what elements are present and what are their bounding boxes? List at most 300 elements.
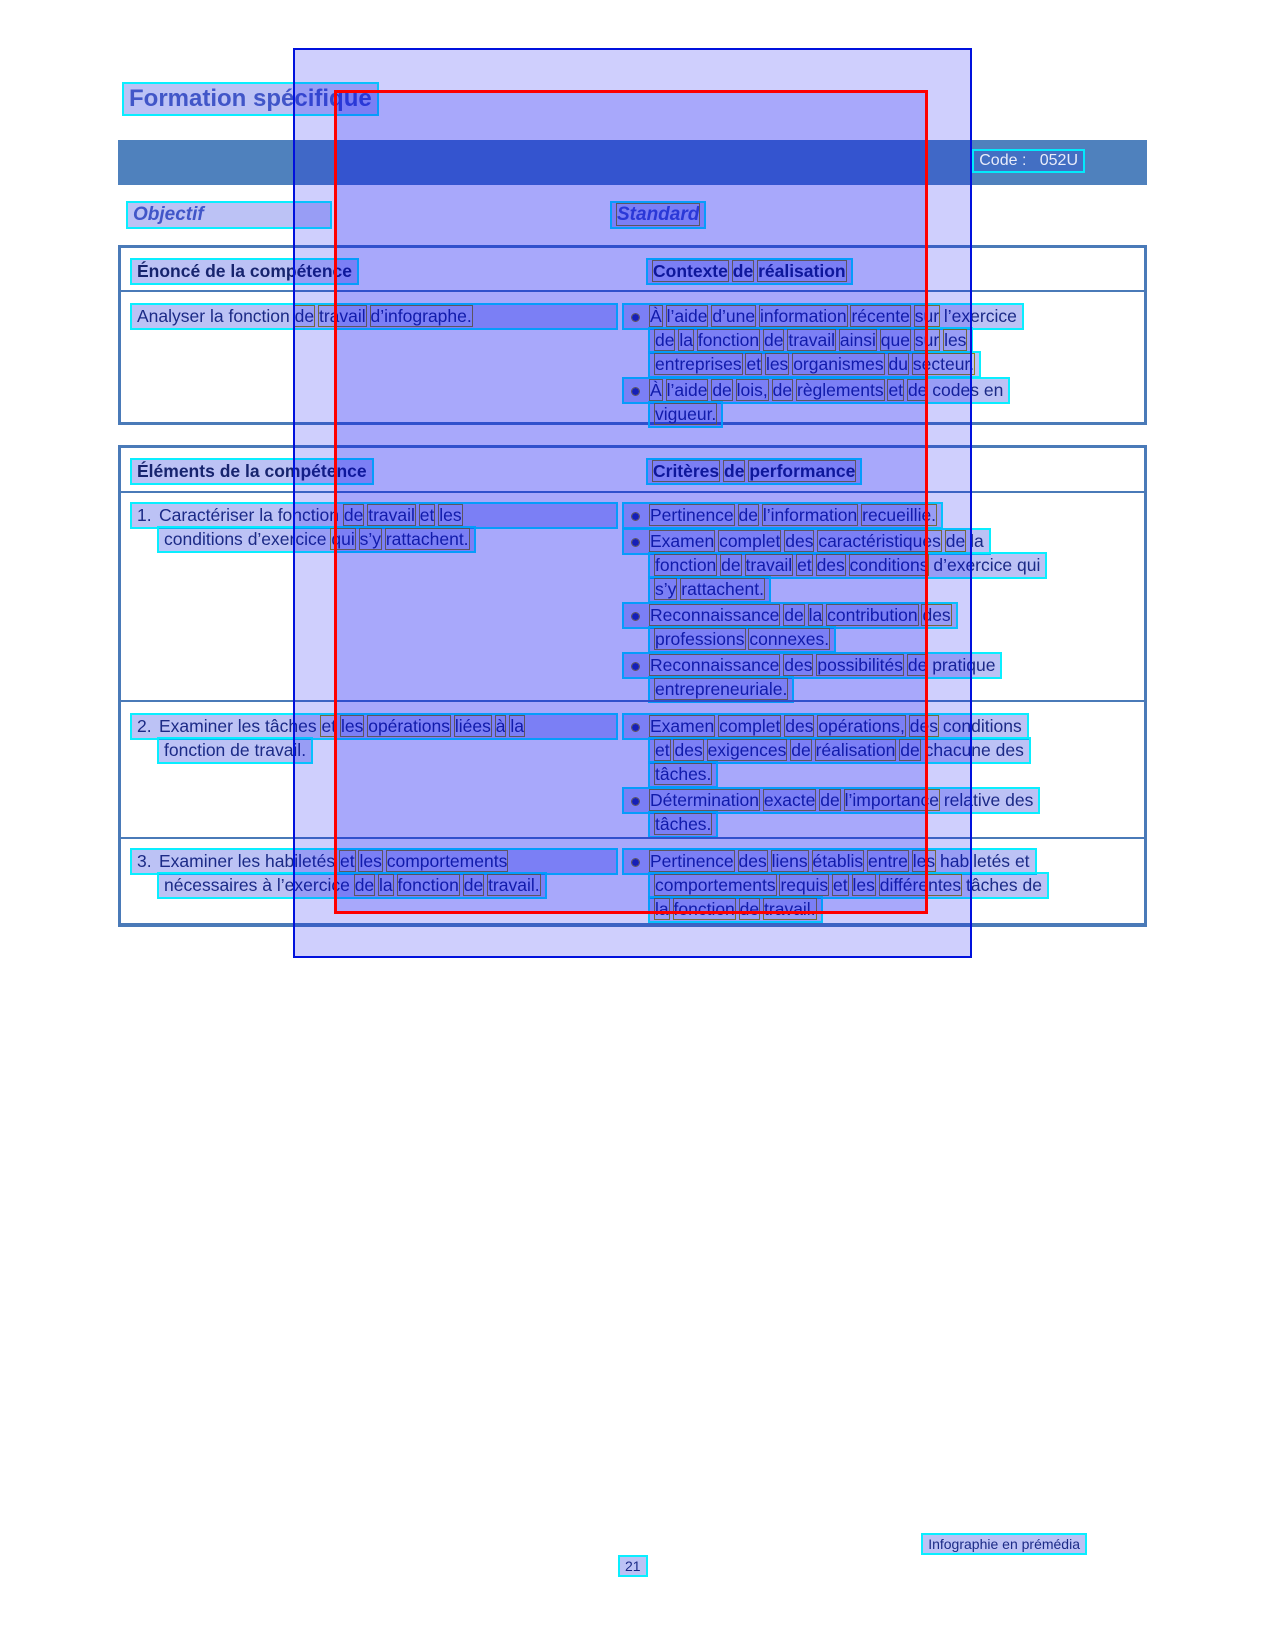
ocr-word: de xyxy=(791,740,811,760)
ocr-word: l’aide xyxy=(666,306,708,326)
ocr-word: entreprises xyxy=(655,354,742,374)
row1-criteria-cell xyxy=(622,502,1144,702)
ocr-word: entre xyxy=(867,851,908,871)
line-text xyxy=(650,655,995,675)
ocr-word: conditions xyxy=(164,529,243,549)
ocr-word: d’une xyxy=(712,306,756,326)
ocr-word: rattachent. xyxy=(385,529,469,549)
ocr-word: les xyxy=(340,716,364,736)
ocr-word: et xyxy=(833,875,848,895)
column-header-elements xyxy=(130,458,374,485)
ocr-word: comportements xyxy=(386,851,508,871)
text-line xyxy=(130,526,618,550)
ocr-word: information xyxy=(760,306,847,326)
ocr-word: la xyxy=(379,875,393,895)
bullet-icon xyxy=(632,859,639,866)
line-highlight-box xyxy=(622,602,958,629)
ocr-word: spécifique xyxy=(253,85,372,112)
bullet-icon xyxy=(632,314,639,321)
line-text xyxy=(655,404,716,424)
line-highlight-box xyxy=(130,848,618,875)
ocr-word: Examiner xyxy=(159,851,233,871)
line-highlight-box xyxy=(622,787,1040,814)
ocr-word: les xyxy=(944,330,967,350)
ocr-word: et xyxy=(419,505,435,525)
line-text xyxy=(655,899,816,919)
line-text xyxy=(650,505,936,525)
ocr-word: Pertinence xyxy=(650,851,734,871)
line-text xyxy=(164,529,469,549)
text-line xyxy=(622,787,1144,811)
bullet-icon xyxy=(632,663,639,670)
ocr-word: du xyxy=(888,354,908,374)
ocr-word: de xyxy=(900,740,920,760)
bullet-item xyxy=(622,528,1144,600)
text-line xyxy=(622,576,1144,600)
line-highlight-box xyxy=(622,377,1010,404)
ocr-word: de xyxy=(463,875,484,895)
line-highlight-box xyxy=(622,528,991,555)
text-line xyxy=(622,896,1144,920)
ocr-word: liées xyxy=(454,716,491,736)
ocr-word: de xyxy=(732,261,754,281)
ocr-word: ainsi xyxy=(839,330,876,350)
item-number: 1. xyxy=(137,505,152,525)
ocr-word: rattachent. xyxy=(681,579,764,599)
text-line xyxy=(130,502,618,526)
header-highlight-box xyxy=(646,258,853,285)
page-title xyxy=(122,82,379,116)
ocr-word: qui xyxy=(331,529,355,549)
ocr-word: professions xyxy=(655,629,745,649)
ocr-word: de xyxy=(712,380,732,400)
ocr-word: des xyxy=(784,655,813,675)
line-text xyxy=(655,814,711,834)
line-highlight-box xyxy=(648,327,973,354)
ocr-word: Standard xyxy=(617,204,700,225)
ocr-word: différentes xyxy=(879,875,962,895)
line-highlight-box xyxy=(130,713,618,740)
ocr-word: À xyxy=(650,306,662,326)
line-highlight-box xyxy=(648,737,1031,764)
code-text xyxy=(979,152,1078,169)
bullet-icon xyxy=(632,724,639,731)
ocr-word: conditions xyxy=(849,555,929,575)
text-line xyxy=(622,737,1144,761)
line-text xyxy=(137,505,462,525)
ocr-word: les xyxy=(237,851,261,871)
ocr-word: de xyxy=(205,261,226,281)
ocr-word: la xyxy=(655,899,669,919)
ocr-word: opérations, xyxy=(818,716,905,736)
text-line xyxy=(622,713,1144,737)
row1-element-cell xyxy=(130,502,618,550)
line-highlight-box xyxy=(157,737,313,764)
row-separator xyxy=(121,837,1144,839)
text-line xyxy=(622,327,1144,351)
ocr-word: en xyxy=(1002,1536,1018,1552)
ocr-word: de xyxy=(945,531,966,551)
ocr-word: codes xyxy=(932,380,979,400)
ocr-word: de xyxy=(784,605,804,625)
line-text xyxy=(164,875,540,895)
text-line xyxy=(130,303,618,327)
text-line xyxy=(130,737,618,761)
table-header-separator xyxy=(121,491,1144,493)
bullet-item xyxy=(622,652,1144,700)
ocr-word: Examen xyxy=(650,716,715,736)
footer-program-name xyxy=(921,1533,1087,1555)
line-text xyxy=(650,306,1017,326)
line-highlight-box xyxy=(622,848,1037,875)
ocr-word: Examiner xyxy=(159,716,233,736)
ocr-word: et xyxy=(746,354,762,374)
ocr-word: et xyxy=(655,740,670,760)
ocr-word: fonction xyxy=(228,306,290,326)
ocr-word: des xyxy=(816,555,845,575)
ocr-word: de xyxy=(219,461,241,481)
ocr-word: en xyxy=(983,380,1004,400)
ocr-word: la xyxy=(970,531,984,551)
ocr-word: conditions xyxy=(942,716,1022,736)
ocr-word: et xyxy=(321,716,337,736)
ocr-word: de xyxy=(764,330,784,350)
ocr-word: l’importance xyxy=(844,790,939,810)
ocr-word: à xyxy=(262,875,272,895)
text-line xyxy=(622,626,1144,650)
ocr-word: la xyxy=(259,505,273,525)
table-header-separator xyxy=(121,290,1144,292)
ocr-word: organismes xyxy=(793,354,884,374)
ocr-word: de xyxy=(655,330,675,350)
line-highlight-box xyxy=(622,303,1024,330)
text-line xyxy=(622,652,1144,676)
ocr-word: chacune xyxy=(924,740,991,760)
ocr-word: de xyxy=(1022,875,1042,895)
ocr-word: liens xyxy=(771,851,808,871)
ocr-word: Code xyxy=(979,152,1018,169)
ocr-word: la xyxy=(808,605,823,625)
bullet-icon xyxy=(632,613,639,620)
cell-enonce-body xyxy=(130,303,618,327)
ocr-word: des xyxy=(922,605,951,625)
column-header-criteres xyxy=(646,458,862,485)
ocr-word: réalisation xyxy=(815,740,896,760)
ocr-word: tâches xyxy=(265,716,317,736)
ocr-word: l’exercice xyxy=(276,875,350,895)
ocr-word: comportements xyxy=(655,875,776,895)
line-highlight-box xyxy=(648,761,718,788)
line-highlight-box xyxy=(648,552,1047,579)
ocr-word: possibilités xyxy=(817,655,903,675)
ocr-word: exigences xyxy=(707,740,787,760)
footer-highlight-box xyxy=(921,1533,1087,1555)
line-text xyxy=(655,579,764,599)
ocr-word: À xyxy=(650,380,662,400)
ocr-word: d’exercice xyxy=(933,555,1013,575)
ocr-word: la xyxy=(209,306,224,326)
column-header-enonce xyxy=(130,258,359,285)
ocr-word: la xyxy=(679,330,693,350)
line-text xyxy=(655,330,966,350)
bullet-item xyxy=(622,602,1144,650)
ocr-word: exacte xyxy=(763,790,816,810)
line-text xyxy=(655,740,1024,760)
ocr-word: travail xyxy=(318,306,366,326)
ocr-word: complet xyxy=(719,716,781,736)
ocr-word: les xyxy=(359,851,382,871)
ocr-word: l’aide xyxy=(666,380,708,400)
text-line xyxy=(622,528,1144,552)
ocr-word: des xyxy=(995,740,1024,760)
text-line xyxy=(622,377,1144,401)
standard-highlight-box xyxy=(610,201,706,229)
column-header-contexte xyxy=(646,258,853,285)
ocr-word: la xyxy=(510,716,524,736)
ocr-word: s’y xyxy=(655,579,677,599)
ocr-word: les xyxy=(912,851,936,871)
ocr-word: des xyxy=(785,716,814,736)
item-number: 3. xyxy=(137,851,152,871)
ocr-word: fonction xyxy=(277,505,339,525)
ocr-word: tâches xyxy=(966,875,1018,895)
text-line xyxy=(622,811,1144,835)
header-text xyxy=(137,261,352,281)
ocr-word: et xyxy=(1014,851,1030,871)
ocr-word: à xyxy=(495,716,506,736)
bullet-item xyxy=(622,713,1144,785)
ocr-word: connexes. xyxy=(749,629,830,649)
text-line xyxy=(622,602,1144,626)
objectif-text xyxy=(133,204,204,225)
ocr-word: nécessaires xyxy=(164,875,258,895)
standard-text xyxy=(617,204,699,225)
objectif-label xyxy=(126,201,332,229)
ocr-word: tâches. xyxy=(655,814,712,834)
text-line xyxy=(622,401,1144,425)
ocr-word: Éléments xyxy=(137,461,215,481)
ocr-word: de xyxy=(721,555,741,575)
ocr-word: performance xyxy=(749,461,856,481)
ocr-word: Analyser xyxy=(137,306,206,326)
bullet-item xyxy=(622,303,1144,375)
line-text xyxy=(137,851,507,871)
ocr-word: Pertinence xyxy=(650,505,734,525)
elements-table xyxy=(118,445,1147,927)
bullet-item xyxy=(622,848,1144,920)
item-number: 2. xyxy=(137,716,152,736)
line-highlight-box xyxy=(648,401,723,428)
line-highlight-box xyxy=(648,351,981,378)
ocr-word: : xyxy=(1021,152,1027,169)
ocr-word: travail. xyxy=(764,899,816,919)
ocr-word: de xyxy=(294,306,315,326)
ocr-word: relative xyxy=(943,790,1001,810)
ocr-word: de xyxy=(738,505,759,525)
text-line xyxy=(622,848,1144,872)
ocr-word: compétence xyxy=(264,461,367,481)
ocr-word: de xyxy=(907,380,928,400)
row2-element-cell xyxy=(130,713,618,761)
ocr-word: s’y xyxy=(359,529,381,549)
ocr-word: récente xyxy=(851,306,910,326)
line-highlight-box xyxy=(648,872,1049,899)
header-highlight-box xyxy=(130,458,374,485)
ocr-word: Caractériser xyxy=(159,505,255,525)
ocr-word: de xyxy=(354,875,375,895)
ocr-word: l’exercice xyxy=(943,306,1017,326)
header-highlight-box xyxy=(646,458,862,485)
ocr-word: entrepreneuriale. xyxy=(655,679,788,699)
ocr-word: recueillie. xyxy=(862,505,937,525)
row2-criteria-cell xyxy=(622,713,1144,837)
ocr-word: la xyxy=(245,461,260,481)
line-text xyxy=(650,790,1033,810)
ocr-word: de xyxy=(907,655,928,675)
ocr-word: Reconnaissance xyxy=(650,655,780,675)
header-bar xyxy=(118,140,1147,185)
text-line xyxy=(622,502,1144,526)
competence-table xyxy=(118,245,1147,425)
objectif-highlight-box xyxy=(126,201,332,229)
ocr-word: sur xyxy=(914,306,940,326)
line-text xyxy=(650,380,1003,400)
ocr-word: les xyxy=(765,354,789,374)
ocr-word: réalisation xyxy=(758,261,846,281)
bullet-icon xyxy=(632,539,639,546)
ocr-word: fonction xyxy=(655,555,717,575)
line-text xyxy=(655,555,1040,575)
ocr-word: d’infographe. xyxy=(370,306,472,326)
line-text xyxy=(655,629,829,649)
line-text xyxy=(655,764,711,784)
ocr-word: prémédia xyxy=(1021,1536,1080,1552)
line-highlight-box xyxy=(157,526,476,553)
row-separator xyxy=(121,700,1144,702)
line-highlight-box xyxy=(648,626,836,653)
ocr-word: complet xyxy=(719,531,781,551)
page-title-text xyxy=(129,85,372,112)
header-text xyxy=(653,261,846,281)
footer-text xyxy=(928,1536,1080,1552)
ocr-word: habiletés xyxy=(265,851,336,871)
title-highlight-box xyxy=(122,82,379,116)
text-line xyxy=(130,872,618,896)
standard-label xyxy=(610,201,706,229)
ocr-word: Critères xyxy=(653,461,720,481)
ocr-word: travail. xyxy=(488,875,540,895)
ocr-word: Contexte xyxy=(653,261,728,281)
line-text xyxy=(137,716,524,736)
ocr-word: fonction xyxy=(697,330,760,350)
line-highlight-box xyxy=(130,502,618,529)
ocr-word: des xyxy=(785,531,814,551)
ocr-word: caractéristiques xyxy=(818,531,941,551)
ocr-word: des xyxy=(909,716,939,736)
ocr-word: de xyxy=(820,790,840,810)
ocr-word: habiletés xyxy=(940,851,1011,871)
ocr-word: travail xyxy=(368,505,415,525)
line-text xyxy=(137,306,472,326)
text-line xyxy=(622,872,1144,896)
page-number xyxy=(618,1555,648,1577)
line-highlight-box xyxy=(648,896,823,923)
ocr-word: Reconnaissance xyxy=(650,605,780,625)
ocr-word: de xyxy=(724,461,745,481)
line-highlight-box xyxy=(157,872,547,899)
ocr-word: vigueur. xyxy=(655,404,717,424)
ocr-word: pratique xyxy=(932,655,996,675)
ocr-word: 21 xyxy=(625,1558,641,1574)
line-highlight-box xyxy=(648,811,718,838)
text-line xyxy=(130,848,618,872)
ocr-word: que xyxy=(880,330,910,350)
line-text xyxy=(650,605,951,625)
line-text xyxy=(164,740,306,760)
ocr-word: les xyxy=(852,875,875,895)
line-highlight-box xyxy=(622,713,1029,740)
line-text xyxy=(650,531,984,551)
ocr-word: des xyxy=(738,851,767,871)
ocr-word: opérations xyxy=(368,716,450,736)
ocr-word: et xyxy=(888,380,904,400)
ocr-word: établis xyxy=(812,851,864,871)
ocr-word: règlements xyxy=(797,380,884,400)
bullet-icon xyxy=(632,798,639,805)
ocr-word: fonction xyxy=(164,740,226,760)
ocr-word: des xyxy=(1005,790,1034,810)
line-highlight-box xyxy=(648,576,771,603)
ocr-word: et xyxy=(339,851,355,871)
header-highlight-box xyxy=(130,258,359,285)
bullet-icon xyxy=(632,513,639,520)
ocr-word: de xyxy=(230,740,250,760)
ocr-word: de xyxy=(772,380,793,400)
ocr-word: Infographie xyxy=(928,1536,999,1552)
ocr-word: travail xyxy=(745,555,793,575)
page-number-text xyxy=(625,1558,641,1574)
ocr-word: Objectif xyxy=(133,204,204,225)
header-text xyxy=(137,461,367,481)
ocr-word: contribution xyxy=(827,605,918,625)
line-highlight-box xyxy=(622,502,943,529)
ocr-word: travail. xyxy=(254,740,307,760)
header-text xyxy=(653,461,855,481)
bullet-icon xyxy=(632,388,639,395)
text-line xyxy=(130,713,618,737)
code-badge xyxy=(972,149,1085,173)
text-line xyxy=(622,676,1144,700)
bullet-item xyxy=(622,787,1144,835)
ocr-word: de xyxy=(343,505,364,525)
ocr-word: de xyxy=(739,899,760,919)
line-highlight-box xyxy=(648,676,794,703)
line-text xyxy=(655,679,787,699)
bullet-item xyxy=(622,377,1144,425)
ocr-word: les xyxy=(439,505,462,525)
ocr-word: lois, xyxy=(736,380,768,400)
ocr-word: Détermination xyxy=(650,790,759,810)
ocr-word: fonction xyxy=(397,875,459,895)
ocr-word: qui xyxy=(1017,555,1041,575)
ocr-word: secteur. xyxy=(912,354,975,374)
page-number-highlight-box xyxy=(618,1555,648,1577)
text-line xyxy=(622,761,1144,785)
ocr-word: sur xyxy=(914,330,940,350)
line-highlight-box xyxy=(130,303,618,330)
ocr-word: Examen xyxy=(650,531,715,551)
bullet-item xyxy=(622,502,1144,526)
